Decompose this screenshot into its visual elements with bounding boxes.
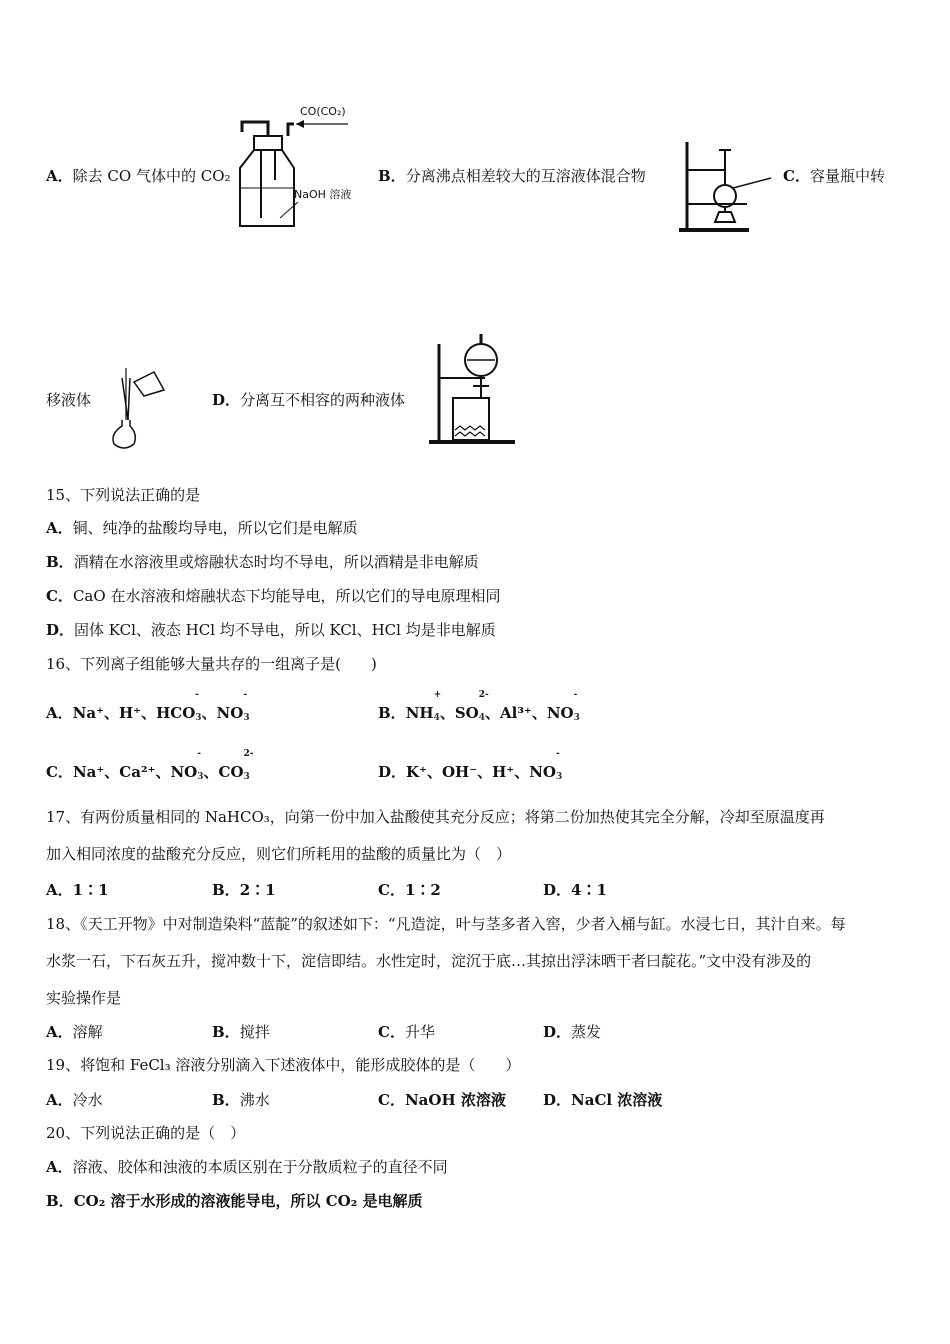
ion-charge: 2- <box>478 690 489 700</box>
ion-subscript: 3 <box>556 772 563 782</box>
q18-stem-line3: 实验操作是 <box>46 989 122 1007</box>
option-label: B． <box>46 1192 74 1210</box>
option-text: 移液体 <box>46 391 92 409</box>
ion-charge: - <box>197 749 201 759</box>
option-label: D． <box>46 621 75 639</box>
ion-text: K⁺、OH⁻、H⁺、NO <box>406 763 556 781</box>
ion-text: Na⁺、Ca²⁺、NO <box>72 763 198 781</box>
q18-option-d <box>543 1021 601 1042</box>
q17-option-c <box>378 879 441 900</box>
q18-stem-line1: 18、《天工开物》中对制造染料“蓝靛”的叙述如下：“凡造淀，叶与茎多者入窖，少者入桶与缸。水浸七日，其汁自来。每 <box>46 915 846 933</box>
q16-option-b <box>378 690 580 723</box>
ion-subscript: 3 <box>197 772 204 782</box>
option-text: 升华 <box>404 1023 435 1041</box>
q15-option-c <box>46 586 500 606</box>
volumetric-flask-figure <box>104 364 168 454</box>
option-text: CaO 在水溶液和熔融状态下均能导电，所以它们的导电原理相同 <box>72 587 501 605</box>
q16-stem: 16、下列离子组能够大量共存的一组离子是( ) <box>46 655 377 673</box>
ion-subscript: 3 <box>573 713 580 723</box>
ion-charge: + <box>433 690 442 700</box>
option-label: A． <box>46 167 73 185</box>
q15-option-b <box>46 552 479 572</box>
ion-subscript: 3 <box>195 713 202 723</box>
q18-option-c <box>378 1021 435 1042</box>
distillation-apparatus-figure <box>675 138 775 236</box>
q20-option-a <box>46 1157 448 1177</box>
option-text: 沸水 <box>239 1091 270 1109</box>
q18-option-a <box>46 1021 103 1042</box>
option-text: 蒸发 <box>571 1023 602 1041</box>
option-text: NaCl 浓溶液 <box>571 1091 663 1109</box>
option-text: 容量瓶中转 <box>809 167 885 185</box>
q19-option-b <box>212 1089 270 1110</box>
q19-stem: 19、将饱和 FeCl₃ 溶液分别滴入下述液体中，能形成胶体的是（ ） <box>46 1056 521 1074</box>
ion-charge: - <box>556 749 560 759</box>
q20-option-b <box>46 1191 423 1211</box>
option-text: 酒精在水溶液里或熔融状态时均不导电，所以酒精是非电解质 <box>73 553 479 571</box>
option-label: D． <box>212 391 241 409</box>
q17-stem-line2: 加入相同浓度的盐酸充分反应，则它们所耗用的盐酸的质量比为（ ） <box>46 845 512 863</box>
option-label: A． <box>46 1023 73 1041</box>
gas-washing-bottle-figure <box>228 100 368 235</box>
q14-option-a <box>46 165 231 186</box>
option-label: A． <box>46 1091 73 1109</box>
option-label: D． <box>543 881 572 899</box>
ion-subscript: 4 <box>433 713 440 723</box>
ion-charge: - <box>243 690 248 700</box>
q19-option-a <box>46 1089 103 1110</box>
ion-charge: 2- <box>243 749 254 759</box>
option-label: A． <box>46 519 73 537</box>
option-text: 冷水 <box>72 1091 103 1109</box>
ion-subscript: 3 <box>243 713 250 723</box>
option-label: D． <box>543 1091 572 1109</box>
q14-option-c-continued <box>46 389 91 410</box>
option-text: 固体 KCl、液态 HCl 均不导电，所以 KCl、HCl 均是非电解质 <box>74 621 496 639</box>
figure-gas-label: CO(CO₂) <box>300 105 346 118</box>
option-label: B． <box>212 881 240 899</box>
q17-option-b <box>212 879 276 900</box>
option-label: A． <box>46 704 73 722</box>
option-label: C． <box>378 1023 405 1041</box>
q18-stem-line2: 水浆一石，下石灰五升，搅冲数十下，淀信即结。水性定时，淀沉于底…其掠出浮沫晒干者曰靛花。”文中没有涉及的 <box>46 952 812 970</box>
option-text: 搅拌 <box>239 1023 270 1041</box>
q20-stem: 20、下列说法正确的是（ ） <box>46 1124 246 1142</box>
q17-option-a <box>46 879 109 900</box>
separatory-funnel-figure <box>425 330 525 448</box>
q16-option-d <box>378 749 563 782</box>
option-label: D． <box>543 1023 572 1041</box>
ion-subscript: 4 <box>478 713 486 723</box>
figure-liquid-label: NaOH 溶液 <box>294 188 352 201</box>
option-text: 溶液、胶体和浊液的本质区别在于分散质粒子的直径不同 <box>72 1158 448 1176</box>
option-text: CO₂ 溶于水形成的溶液能导电，所以 CO₂ 是电解质 <box>73 1192 423 1210</box>
option-text: 1∶2 <box>404 881 441 899</box>
option-text: 除去 CO 气体中的 CO₂ <box>72 167 231 185</box>
q16-option-c <box>46 749 254 782</box>
option-label: C． <box>46 763 73 781</box>
q15-option-a <box>46 518 358 538</box>
option-text: 溶解 <box>72 1023 103 1041</box>
option-label: B． <box>378 167 406 185</box>
ion-text: 、SO <box>439 704 479 722</box>
q14-option-d <box>212 389 405 410</box>
ion-text: 、Al³⁺、NO <box>485 704 574 722</box>
ion-text: 、NO <box>201 704 244 722</box>
ion-charge: - <box>573 690 578 700</box>
q18-option-b <box>212 1021 270 1042</box>
option-label: A． <box>46 881 73 899</box>
ion-subscript: 3 <box>243 772 250 782</box>
option-label: D． <box>378 763 407 781</box>
q16-option-a <box>46 690 250 723</box>
ion-text: NH <box>405 704 434 722</box>
option-label: C． <box>378 881 405 899</box>
option-label: C． <box>46 587 73 605</box>
q17-option-d <box>543 879 607 900</box>
q19-option-c <box>378 1089 506 1110</box>
ion-text: Na⁺、H⁺、HCO <box>72 704 196 722</box>
option-text: 1∶1 <box>72 881 109 899</box>
q15-option-d <box>46 620 496 640</box>
option-label: C． <box>378 1091 405 1109</box>
ion-text: 、CO <box>203 763 244 781</box>
option-label: A． <box>46 1158 73 1176</box>
option-label: B． <box>378 704 406 722</box>
option-text: 2∶1 <box>239 881 276 899</box>
option-label: C． <box>783 167 810 185</box>
q14-option-c <box>783 165 885 186</box>
q14-option-b <box>378 165 646 186</box>
option-label: B． <box>46 553 74 571</box>
option-text: 分离互不相容的两种液体 <box>240 391 406 409</box>
option-text: 4∶1 <box>571 881 607 899</box>
option-label: B． <box>212 1023 240 1041</box>
option-text: 分离沸点相差较大的互溶液体混合物 <box>405 167 646 185</box>
ion-charge: - <box>195 690 200 700</box>
option-text: NaOH 浓溶液 <box>404 1091 506 1109</box>
q15-stem: 15、下列说法正确的是 <box>46 486 201 504</box>
option-text: 铜、纯净的盐酸均导电，所以它们是电解质 <box>72 519 358 537</box>
q19-option-d <box>543 1089 662 1110</box>
option-label: B． <box>212 1091 240 1109</box>
q17-stem-line1: 17、有两份质量相同的 NaHCO₃，向第一份中加入盐酸使其充分反应；将第二份加热使其完全分解，冷却至原温度再 <box>46 808 825 826</box>
